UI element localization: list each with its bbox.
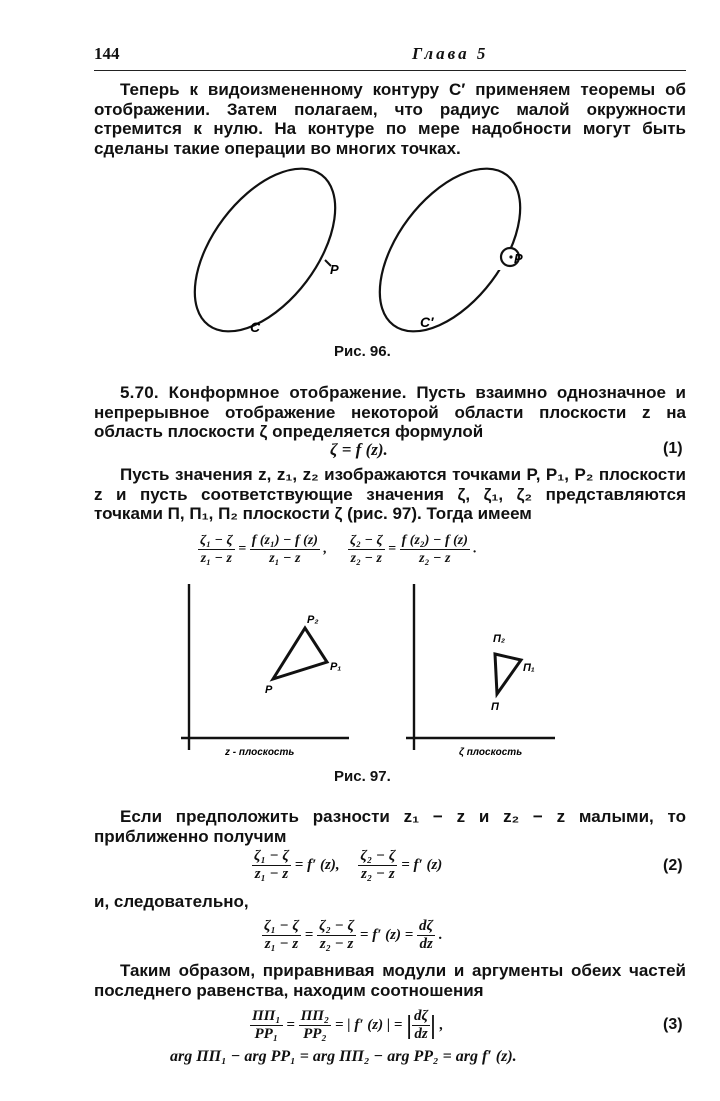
fraction: $\frac{\text{ζ₁ − ζ}}{\text{z₁ − z}}$ xyxy=(200,533,233,566)
chapter-title: Глава 5 xyxy=(412,44,489,63)
fig96-label-p-left: P xyxy=(330,262,339,277)
fig96-label-c-prime: C′ xyxy=(420,314,434,330)
label-p2: P₂ xyxy=(307,614,319,626)
equation-3: $\frac{\text{ΠΠ₁}}{\text{PP₁}}$ = $\frac{\text{ΠΠ₂}}{\text{PP₂}}$ = | f′ (z) | = | $\frac{d\zeta}{dz}$ | , xyxy=(252,1008,444,1042)
equation-3-number: (3) xyxy=(663,1016,683,1033)
left-axis-label: z - плоскость xyxy=(225,747,295,758)
paragraph-therefore: и, следовательно, xyxy=(94,892,249,911)
equation-2: $\frac{\text{ζ₁ − ζ}}{\text{z₁ − z}}$ = f′ (z), $\frac{\text{ζ₂ − ζ}}{\text{z₂ − z}}$ = f′ (z) xyxy=(254,848,443,882)
fig96-label-p-right: P xyxy=(514,251,523,266)
fraction: $\frac{\text{ζ₁ − ζ}}{\text{z₁ − z}}$ xyxy=(264,918,300,952)
triangle-pi xyxy=(495,654,521,694)
figure-96 xyxy=(180,160,560,340)
section-570 xyxy=(94,383,686,442)
contour-c xyxy=(180,160,363,340)
header-rule xyxy=(94,70,686,71)
paragraph-moduli: Таким образом, приравнивая модули и аргументы обеих частей последнего равенства, находим соотношения xyxy=(94,961,686,1000)
paragraph-intro: Теперь к видоизмененному контуру C′ применяем теоремы об отображении. Затем полагаем, что радиус малой окружности стремится к нулю. На контуре по мере надобности могут быть сделаны такие операции во многих точках. xyxy=(94,80,686,158)
page-header xyxy=(94,44,686,66)
equation-1: ζ = f (z). xyxy=(330,440,388,459)
figure-97-caption: Рис. 97. xyxy=(334,768,391,785)
page-number: 144 xyxy=(94,44,120,63)
fraction: $\frac{d\zeta}{dz}$ xyxy=(413,1008,429,1042)
equation-2-number: (2) xyxy=(663,857,683,874)
figure-96-caption: Рис. 96. xyxy=(334,343,391,360)
label-pi1: Π₁ xyxy=(523,662,535,674)
label-pi2: Π₂ xyxy=(493,633,506,645)
fraction: $\frac{\text{ζ₂ − ζ}}{\text{z₂ − z}}$ xyxy=(360,848,396,882)
fraction: $\frac{\text{ζ₁ − ζ}}{\text{z₁ − z}}$ xyxy=(254,848,290,882)
paragraph-points: Пусть значения z, z₁, z₂ изображаются точками P, P₁, P₂ плоскости z и пусть соответствующие значения ζ, ζ₁, ζ₂ представляются точками Π, Π₁, Π₂ плоскости ζ (рис. 97). Тогда имеем xyxy=(94,465,686,524)
fraction: $\frac{\text{ΠΠ₁}}{\text{PP₁}}$ xyxy=(252,1008,281,1042)
equation-difference-quotients: $\frac{\text{ζ₁ − ζ}}{\text{z₁ − z}}$ = $\frac{\text{f (z₁) − f (z)}}{\text{z₁ − z}}$ , $\frac{\text{ζ₂ − ζ}}{\text{z₂ − z}}$ = $\frac{\text{f (z₂) − f (z)}}{\text{z₂ − z}}$ . xyxy=(200,533,477,566)
right-axis-label: ζ плоскость xyxy=(459,747,523,758)
equation-derivative: $\frac{\text{ζ₁ − ζ}}{\text{z₁ − z}}$ = $\frac{\text{ζ₂ − ζ}}{\text{z₂ − z}}$ = f′ (z) = $\frac{d\zeta}{dz}$ . xyxy=(264,918,443,952)
fraction: $\frac{\text{f (z₁) − f (z)}}{\text{z₁ − z}}$ xyxy=(251,533,318,566)
fraction: $\frac{\text{f (z₂) − f (z)}}{\text{z₂ − z}}$ xyxy=(401,533,468,566)
triangle-p xyxy=(273,628,327,679)
fraction: $\frac{\text{ζ₂ − ζ}}{\text{z₂ − z}}$ xyxy=(319,918,355,952)
fraction: $\frac{\text{ζ₂ − ζ}}{\text{z₂ − z}}$ xyxy=(349,533,383,566)
label-pi: Π xyxy=(491,701,499,713)
fraction: $\frac{\text{ΠΠ₂}}{\text{PP₂}}$ xyxy=(300,1008,330,1042)
section-heading: 5.70. Конформное отображение. xyxy=(120,383,407,402)
fig96-label-c: C xyxy=(250,319,261,335)
fraction: $\frac{d\zeta}{dz}$ xyxy=(419,918,434,952)
label-p1: P₁ xyxy=(330,661,342,673)
equation-1-number: (1) xyxy=(663,440,683,457)
equation-3-arguments: arg ΠΠ₁ − arg PP₁ = arg ΠΠ₂ − arg PP₂ = arg f′ (z). xyxy=(170,1048,517,1065)
paragraph-approx: Если предположить разности z₁ − z и z₂ − z малыми, то приближенно получим xyxy=(94,807,686,846)
section-text: Пусть взаимно однозначное и непрерывное отображение некоторой области плоскости z на область плоскости ζ определяется формулой xyxy=(94,383,686,442)
label-p: P xyxy=(265,684,273,696)
figure-97 xyxy=(175,580,555,760)
